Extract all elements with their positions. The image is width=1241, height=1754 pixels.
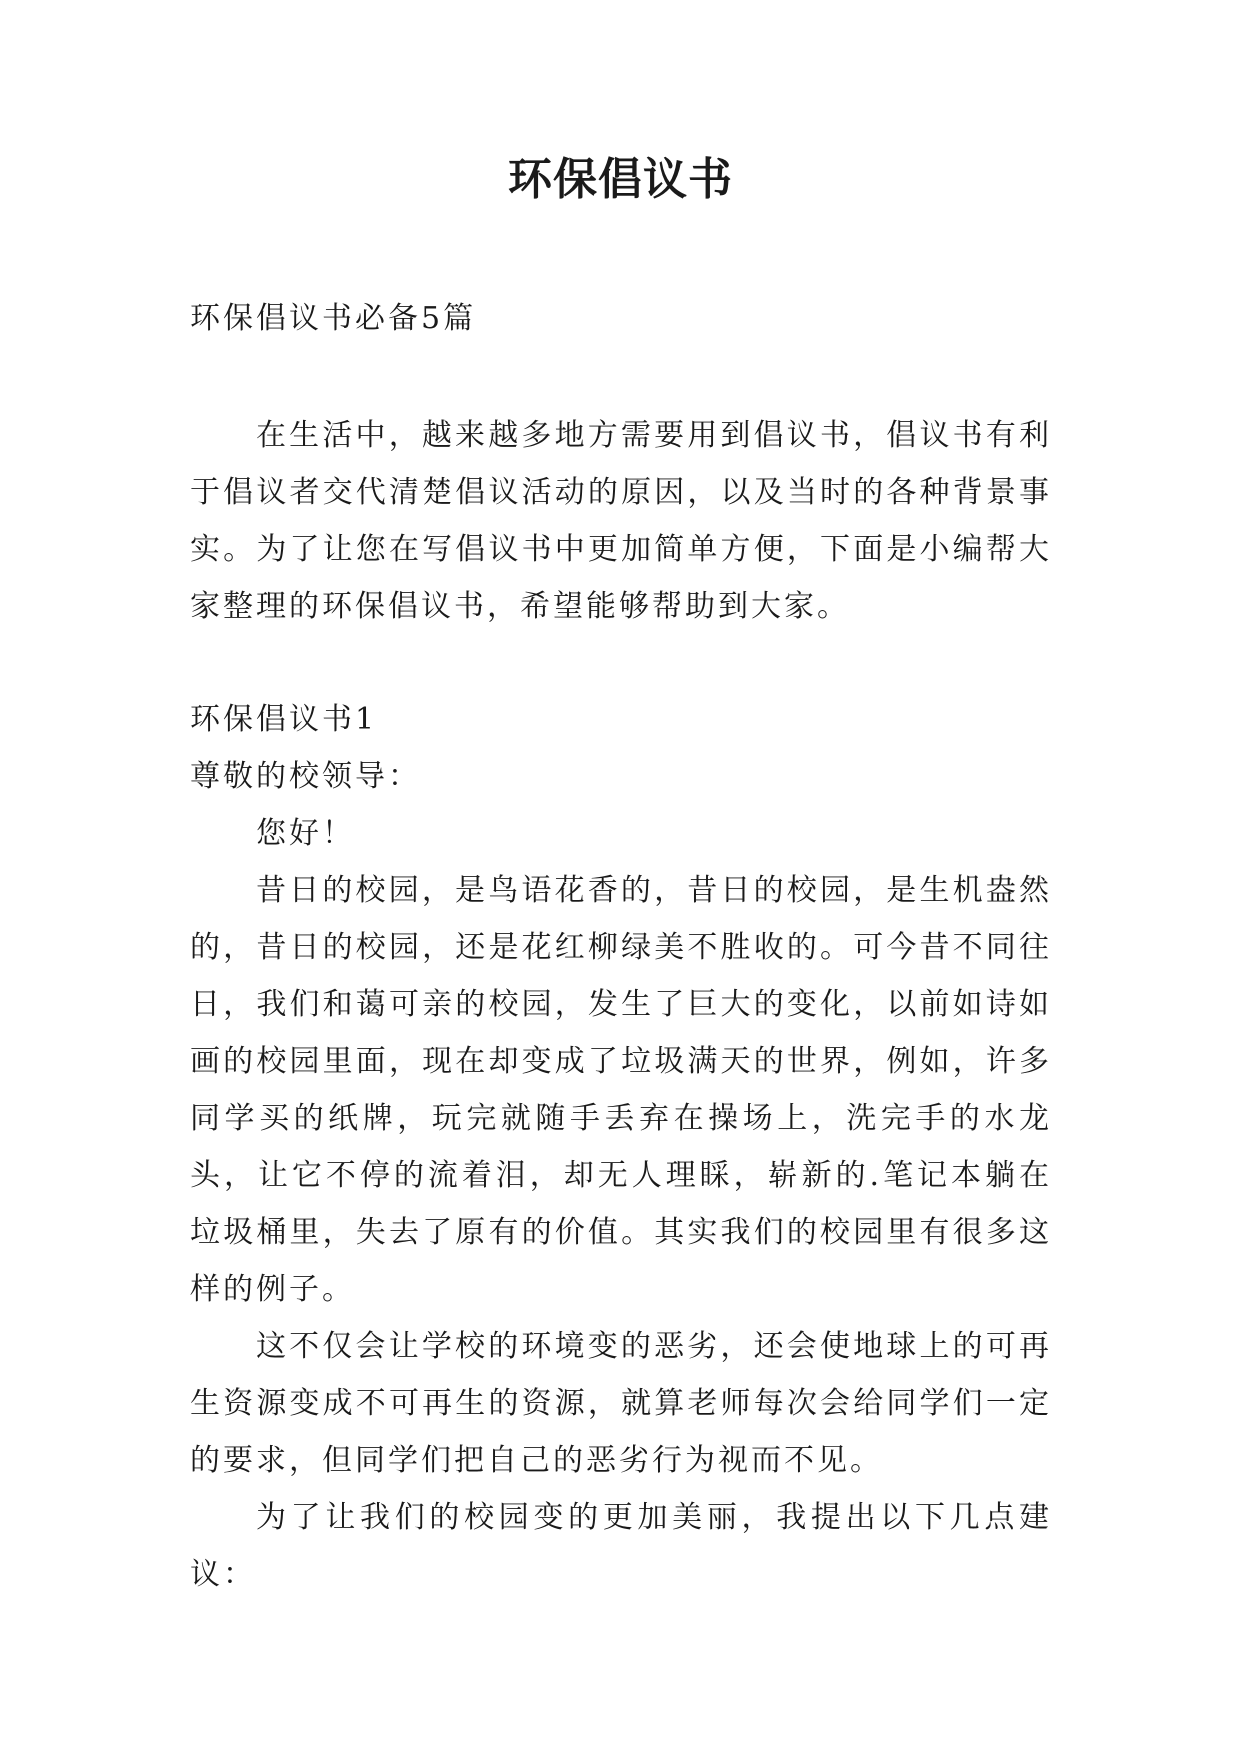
greeting: 您好！ [256, 816, 355, 851]
intro-paragraph: 在生活中，越来越多地方需要用到倡议书，倡议书有利于倡议者交代清楚倡议活动的原因，以及当时的各种背景事实。为了让您在写倡议书中更加简单方便，下面是小编帮大家整理的环保倡议书，希望能够帮助到大家。 [190, 418, 1052, 624]
document-title: 环保倡议书 [508, 154, 733, 205]
section-heading: 环保倡议书1 [190, 702, 378, 737]
document-body [190, 290, 1052, 1603]
body-paragraph-1: 昔日的校园，是鸟语花香的，昔日的校园，是生机盎然的，昔日的校园，还是花红柳绿美不胜收的。可今昔不同往日，我们和蔼可亲的校园，发生了巨大的变化，以前如诗如画的校园里面，现在却变成了垃圾满天的世界，例如，许多同学买的纸牌，玩完就随手丢弃在操场上，洗完手的水龙头，让它不停的流着泪，却无人理睬，崭新的.笔记本躺在垃圾桶里，失去了原有的价值。其实我们的校园里有很多这样的例子。 [190, 873, 1052, 1307]
document-subtitle: 环保倡议书必备5篇 [190, 301, 477, 336]
salutation: 尊敬的校领导： [190, 759, 421, 794]
body-paragraph-3: 为了让我们的校园变的更加美丽，我提出以下几点建议： [190, 1500, 1052, 1592]
body-paragraph-2: 这不仅会让学校的环境变的恶劣，还会使地球上的可再生资源变成不可再生的资源，就算老师每次会给同学们一定的要求，但同学们把自己的恶劣行为视而不见。 [190, 1329, 1052, 1478]
